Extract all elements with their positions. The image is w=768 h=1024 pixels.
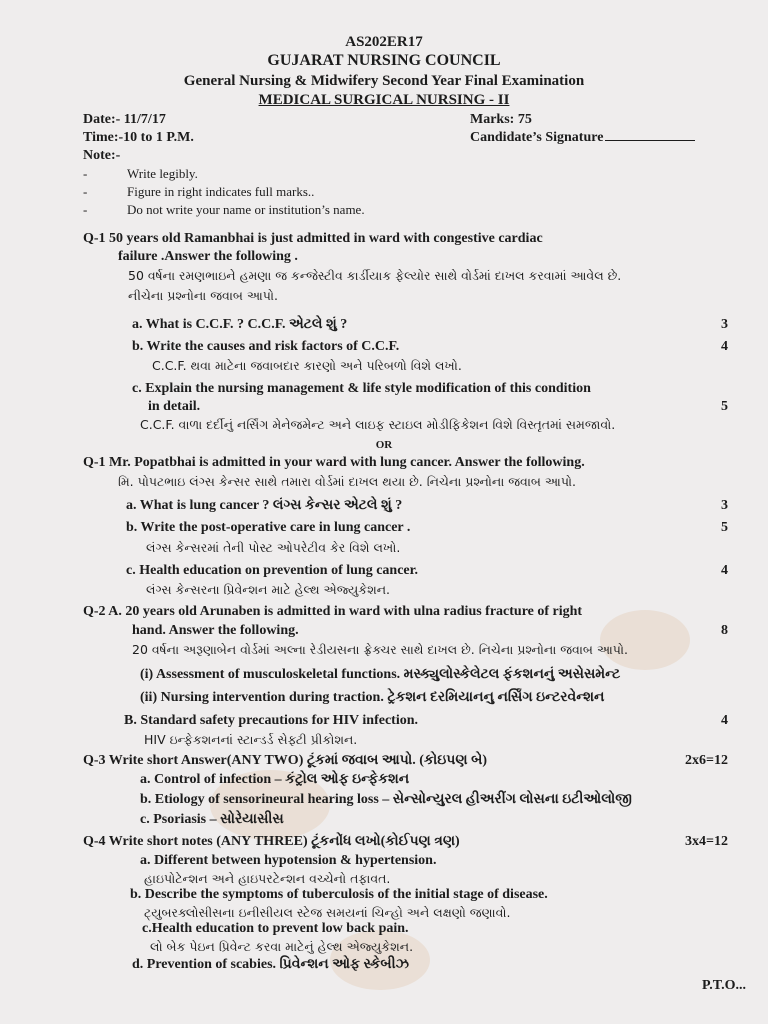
q1-alt-b: b. Write the post-operative care in lung cancer . <box>126 520 411 535</box>
q2-b-gujarati: HIV ઇન્ફેકશનનાં સ્ટાન્ડર્ડ સેફ્ટી પ્રીકોશન. <box>144 732 358 747</box>
note-item-3: Do not write your name or institution’s name. <box>127 202 365 217</box>
q1-b-marks: 4 <box>721 339 728 354</box>
q2-b: B. Standard safety precautions for HIV infection. <box>124 713 419 728</box>
q1-c-line2: in detail. <box>148 399 201 414</box>
candidate-signature: Candidate’s Signature <box>470 130 695 146</box>
q1-a-marks: 3 <box>721 317 728 332</box>
q1-b: b. Write the causes and risk factors of C.C.F. <box>132 339 400 354</box>
q2-stem-line2: hand. Answer the following. <box>132 623 299 638</box>
please-turn-over: P.T.O... <box>702 978 746 993</box>
q2-a-marks: 8 <box>721 623 728 638</box>
q3-a: a. Control of infection – કંટ્રોલ ઓફ ઇન્ફેકશન <box>140 772 410 787</box>
q2-item-i: (i) Assessment of musculoskeletal functions. મસ્ક્યુલોસ્કેલેટલ ફંકશનનું અસેસમેન્ટ <box>140 667 621 682</box>
q1-stem-gujarati-2: નીચેના પ્રશ્નોના જવાબ આપો. <box>128 288 279 303</box>
exam-title: General Nursing & Midwifery Second Year Final Examination <box>183 73 585 89</box>
council-name: GUJARAT NURSING COUNCIL <box>267 52 501 69</box>
q1-alt-c: c. Health education on prevention of lung cancer. <box>126 563 419 578</box>
q1-c-line1: c. Explain the nursing management & life style modification of this condition <box>132 381 591 396</box>
q4-marks: 3x4=12 <box>685 834 728 849</box>
paper-code: AS202ER17 <box>345 34 423 50</box>
q4-a: a. Different between hypotension & hypertension. <box>140 853 437 868</box>
q4-a-gujarati: હાઇપોટેન્શન અને હાઇપરટેન્શન વચ્ચેનો તફાવત. <box>144 871 391 886</box>
total-marks: Marks: 75 <box>470 112 532 127</box>
q4-c: c.Health education to prevent low back pain. <box>142 921 409 936</box>
exam-time: Time:-10 to 1 P.M. <box>83 130 194 145</box>
q1-alt-a: a. What is lung cancer ? લંગ્સ કેન્સર એટલે શું ? <box>126 498 403 513</box>
q1-alt-c-gujarati: લંગ્સ કેન્સરના પ્રિવેન્શન માટે હેલ્થ એજ્યુકેશન. <box>146 582 391 597</box>
subject-title: MEDICAL SURGICAL NURSING - II <box>258 92 510 108</box>
q1-alt-c-marks: 4 <box>721 563 728 578</box>
q1-c-gujarati: C.C.F. વાળા દર્દીનું નર્સિંગ મેનેજમેન્ટ અને લાઇફ સ્ટાઇલ મોડીફિકેશન વિશે વિસ્તૃતમાં સમજાવો. <box>140 417 616 432</box>
or-separator: OR <box>375 439 393 451</box>
q4-d: d. Prevention of scabies. પ્રિવેન્શન ઓફ સ્કેબીઝ <box>132 957 409 972</box>
exam-date: Date:- 11/7/17 <box>83 112 166 127</box>
q2-stem-gujarati: 20 વર્ષના અરૂણાબેન વોર્ડમાં અલ્ના રેડીયસના ફ્રેક્ચર સાથે દાખલ છે. નિચેના પ્રશ્નોના જવાબ આપો. <box>132 642 629 657</box>
note-item-1: Write legibly. <box>127 166 198 181</box>
q1-a: a. What is C.C.F. ? C.C.F. એટલે શું ? <box>132 317 348 332</box>
q1-b-gujarati: C.C.F. થવા માટેના જવાબદાર કારણો અને પરિબળો વિશે લખો. <box>152 358 462 373</box>
q4-stem: Q-4 Write short notes (ANY THREE) ટૂંકનોંધ લખો(કોઈપણ ત્રણ) <box>83 834 460 849</box>
note-item: - <box>83 184 88 199</box>
q3-c: c. Psoriasis – સોરેયાસીસ <box>140 812 284 827</box>
q1-alt-stem: Q-1 Mr. Popatbhai is admitted in your ward with lung cancer. Answer the following. <box>83 455 585 470</box>
q2-b-marks: 4 <box>721 713 728 728</box>
q1-alt-a-marks: 3 <box>721 498 728 513</box>
note-item: - <box>83 202 88 217</box>
note-label: Note:- <box>83 148 121 163</box>
q3-b: b. Etiology of sensorineural hearing loss – સેન્સોન્યુરલ હીઅરીંગ લોસના ઇટીઓલોજી <box>140 792 632 807</box>
q4-c-gujarati: લો બેક પેઇન પ્રિવેન્ટ કરવા માટેનું હેલ્થ એજ્યુકેશન. <box>150 939 414 954</box>
note-item-2: Figure in right indicates full marks.. <box>127 184 315 199</box>
q3-marks: 2x6=12 <box>685 753 728 768</box>
q2-stem-line1: Q-2 A. 20 years old Arunaben is admitted in ward with ulna radius fracture of right <box>83 604 583 619</box>
q4-b-gujarati: ટ્યુબરક્લોસીસના ઇનીસીયલ સ્ટેજ સમયનાં ચિન્હો અને લક્ષણો જણાવો. <box>144 905 511 920</box>
q2-item-ii: (ii) Nursing intervention during traction. ટ્રેકશન દરમિયાનનુ નર્સિંગ ઇન્ટરવેન્શન <box>140 690 605 705</box>
q1-stem-gujarati-1: 50 વર્ષના રમણભાઇને હમણા જ કન્જેસ્ટીવ કાર્ડીયાક ફેલ્યોર સાથે વોર્ડમાં દાખલ કરવામાં આવેલ છે. <box>128 268 622 283</box>
q1-alt-stem-gujarati: મિ. પોપટભાઇ લંગ્સ કેન્સર સાથે તમારા વોર્ડમાં દાખલ થયા છે. નિચેના પ્રશ્નોના જવાબ આપો. <box>118 474 577 489</box>
q1-alt-b-gujarati: લંગ્સ કેન્સરમાં તેની પોસ્ટ ઓપરેટીવ કેર વિશે લખો. <box>146 540 401 555</box>
q1-alt-b-marks: 5 <box>721 520 728 535</box>
note-item: - <box>83 166 88 181</box>
q4-b: b. Describe the symptoms of tuberculosis of the initial stage of disease. <box>130 887 548 902</box>
q3-stem: Q-3 Write short Answer(ANY TWO) ટૂંકમાં જવાબ આપો. (કોઇપણ બે) <box>83 753 487 768</box>
q1-stem-line1: Q-1 50 years old Ramanbhai is just admitted in ward with congestive cardiac <box>83 231 543 246</box>
paper-stain <box>600 610 690 670</box>
q1-c-marks: 5 <box>721 399 728 414</box>
q1-stem-line2: failure .Answer the following . <box>118 249 298 264</box>
